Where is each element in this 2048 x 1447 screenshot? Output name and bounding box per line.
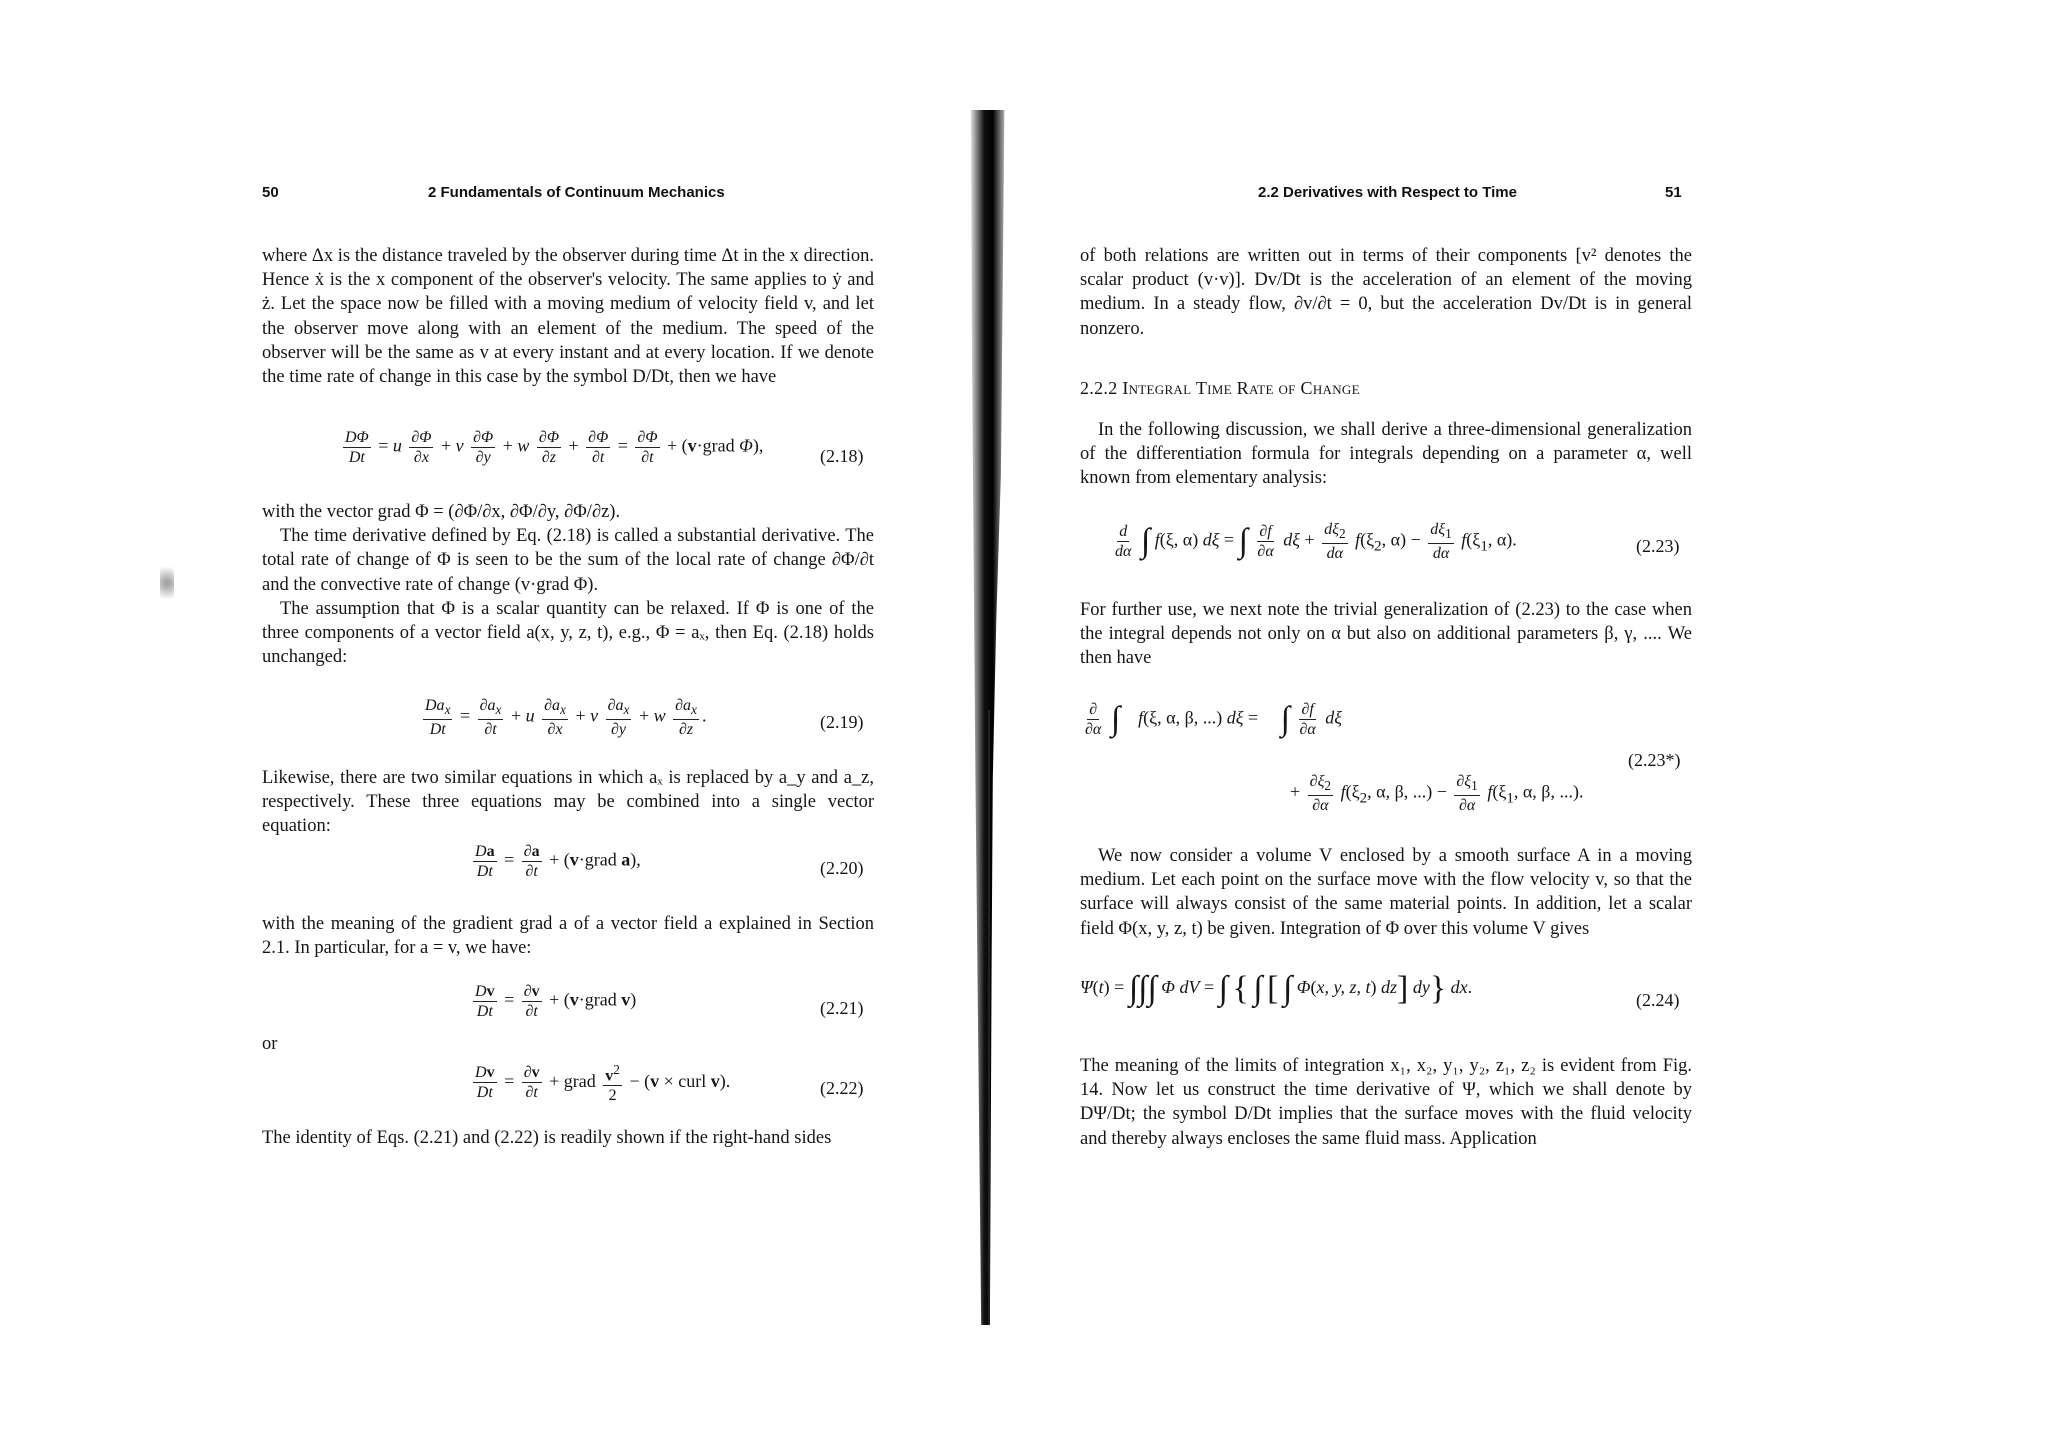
section-heading: 2.2.2 Integral Time Rate of Change (1080, 378, 1360, 398)
paragraph: with the meaning of the gradient grad a of a vector field a explained in Section 2.1. In particular, for a = v, we have: (262, 914, 874, 959)
equation-number: (2.23) (1636, 536, 1680, 556)
paragraph: The meaning of the limits of integration x₁, x₂, y₁, y₂, z₁, z₂ is evident from Fig. 14. Now let us construct the time derivative of Ψ, which we shall denote by DΨ/Dt; the symbol D/Dt implies that the surface moves with the fluid velocity and thereby always encloses the same fluid mass. Application (1080, 1056, 1692, 1149)
page-number: 50 (262, 184, 279, 201)
equation-2-19: $\frac{Da_x}{Dt}$ = $\frac{\partial a_x}{\partial t}$ + u $\frac{\partial a_x}{\partial x}$ + v $\frac{\partial a_x}{\partial y}$ + w $\frac{\partial a_x}{\partial z}$ . (425, 697, 707, 739)
equation-2-20: $\frac{Da}{Dt}$ = $\frac{\partial a}{\partial t}$ + (v·grad a), (475, 843, 641, 880)
equation-number: (2.21) (820, 998, 864, 1018)
equation-number: (2.20) (820, 858, 864, 878)
scan-speck (160, 560, 174, 606)
running-head: 2.2 Derivatives with Respect to Time (1258, 184, 1517, 201)
paragraph: For further use, we next note the trivial generalization of (2.23) to the case when the integral depends not only on α but also on additional parameters β, γ, .... We then have (1080, 600, 1692, 669)
equation-2-21: $\frac{Dv}{Dt}$ = $\frac{\partial v}{\partial t}$ + (v·grad v) (475, 983, 637, 1020)
equation-2-23-star: $\frac{\partial}{\partial\alpha}$ ∫ f(ξ, α, β, ...) dξ = ∫ $\frac{\partial f}{\partial\alpha}$ dξ (1085, 700, 1342, 738)
or-text: or (262, 1034, 278, 1054)
equation-number: (2.22) (820, 1078, 864, 1098)
paragraph: We now consider a volume V enclosed by a smooth surface A in a moving medium. Let each point on the surface move with the flow velocity v, so that the surface will always consist of the same material points. In addition, let a scalar field Φ(x, y, z, t) be given. Integration of Φ over this volume V gives (1080, 846, 1692, 939)
equation-number: (2.23*) (1628, 750, 1681, 770)
equation-2-24: Ψ(t) = ∫∫∫ Φ dV = ∫ { ∫ [ ∫ Φ(x, y, z, t) dz] dy} dx. (1080, 970, 1473, 1007)
right-page (960, 0, 2048, 1447)
equation-number: (2.24) (1636, 990, 1680, 1010)
equation-number: (2.18) (820, 446, 864, 466)
equation-2-23-star-line2: + $\frac{\partial\xi_2}{\partial\alpha}$ $f(\xi_2$, α, β, ...) − $\frac{\partial\xi_1}{\partial\alpha}$ $f(\xi_1$, α, β, ...). (1290, 773, 1584, 815)
page-number: 51 (1665, 184, 1682, 201)
equation-2-22: $\frac{Dv}{Dt}$ = $\frac{\partial v}{\partial t}$ + grad $\frac{v^2}{2}$ − (v × curl v). (475, 1062, 731, 1105)
equation-2-18: $\frac{D\Phi}{Dt}$ = u $\frac{\partial\Phi}{\partial x}$ + v $\frac{\partial\Phi}{\partial y}$ + w $\frac{\partial\Phi}{\partial z}$ + $\frac{\partial\Phi}{\partial t}$ = $\frac{\partial\Phi}{\partial t}$ + (v·grad Φ), (345, 429, 764, 466)
left-page (0, 0, 960, 1447)
running-head: 2 Fundamentals of Continuum Mechanics (428, 184, 725, 201)
equation-number: (2.19) (820, 712, 864, 732)
paragraph: Likewise, there are two similar equations in which aₓ is replaced by a_y and a_z, respectively. These three equations may be combined into a single vector equation: (262, 768, 874, 837)
equation-2-23: $\frac{d}{d\alpha}$ ∫ f(ξ, α) dξ = ∫ $\frac{\partial f}{\partial\alpha}$ dξ + $\frac{d\xi_2}{d\alpha}$ $f(\xi_2$, α) − $\frac{d\xi_1}{d\alpha}$ $f(\xi_1$, α). (1115, 521, 1517, 563)
paragraph: In the following discussion, we shall derive a three-dimensional generalization of the differentiation formula for integrals depending on a parameter α, well known from elementary analysis: (1080, 420, 1692, 489)
paragraph: where Δx is the distance traveled by the observer during time Δt in the x direction. Hence ẋ is the x component of the observer's velocity. The same applies to ẏ and ż. Let the space now be filled with a moving medium of velocity field v, and let the observer move along with an element of the medium. The speed of the observer will be the same as v at every instant and at every location. If we denote the time rate of change in this case by the symbol D/Dt, then we have (262, 246, 874, 388)
paragraph: The identity of Eqs. (2.21) and (2.22) is readily shown if the right-hand sides (262, 1128, 832, 1148)
paragraph: of both relations are written out in terms of their components [v² denotes the scalar product (v·v)]. Dv/Dt is the acceleration of an element of the moving medium. In a steady flow, ∂v/∂t = 0, but the acceleration Dv/Dt is in general nonzero. (1080, 246, 1692, 339)
paragraph: with the vector grad Φ = (∂Φ/∂x, ∂Φ/∂y, ∂Φ/∂z). The time derivative defined by Eq. (2.18) is called a substantial derivative. The total rate of change of Φ is seen to be the sum of the local rate of change ∂Φ/∂t and the convective rate of change (v·grad Φ). The assumption that Φ is a scalar quantity can be relaxed. If Φ is one of the three components of a vector field a(x, y, z, t), e.g., Φ = aₓ, then Eq. (2.18) holds unchanged: (262, 502, 874, 668)
